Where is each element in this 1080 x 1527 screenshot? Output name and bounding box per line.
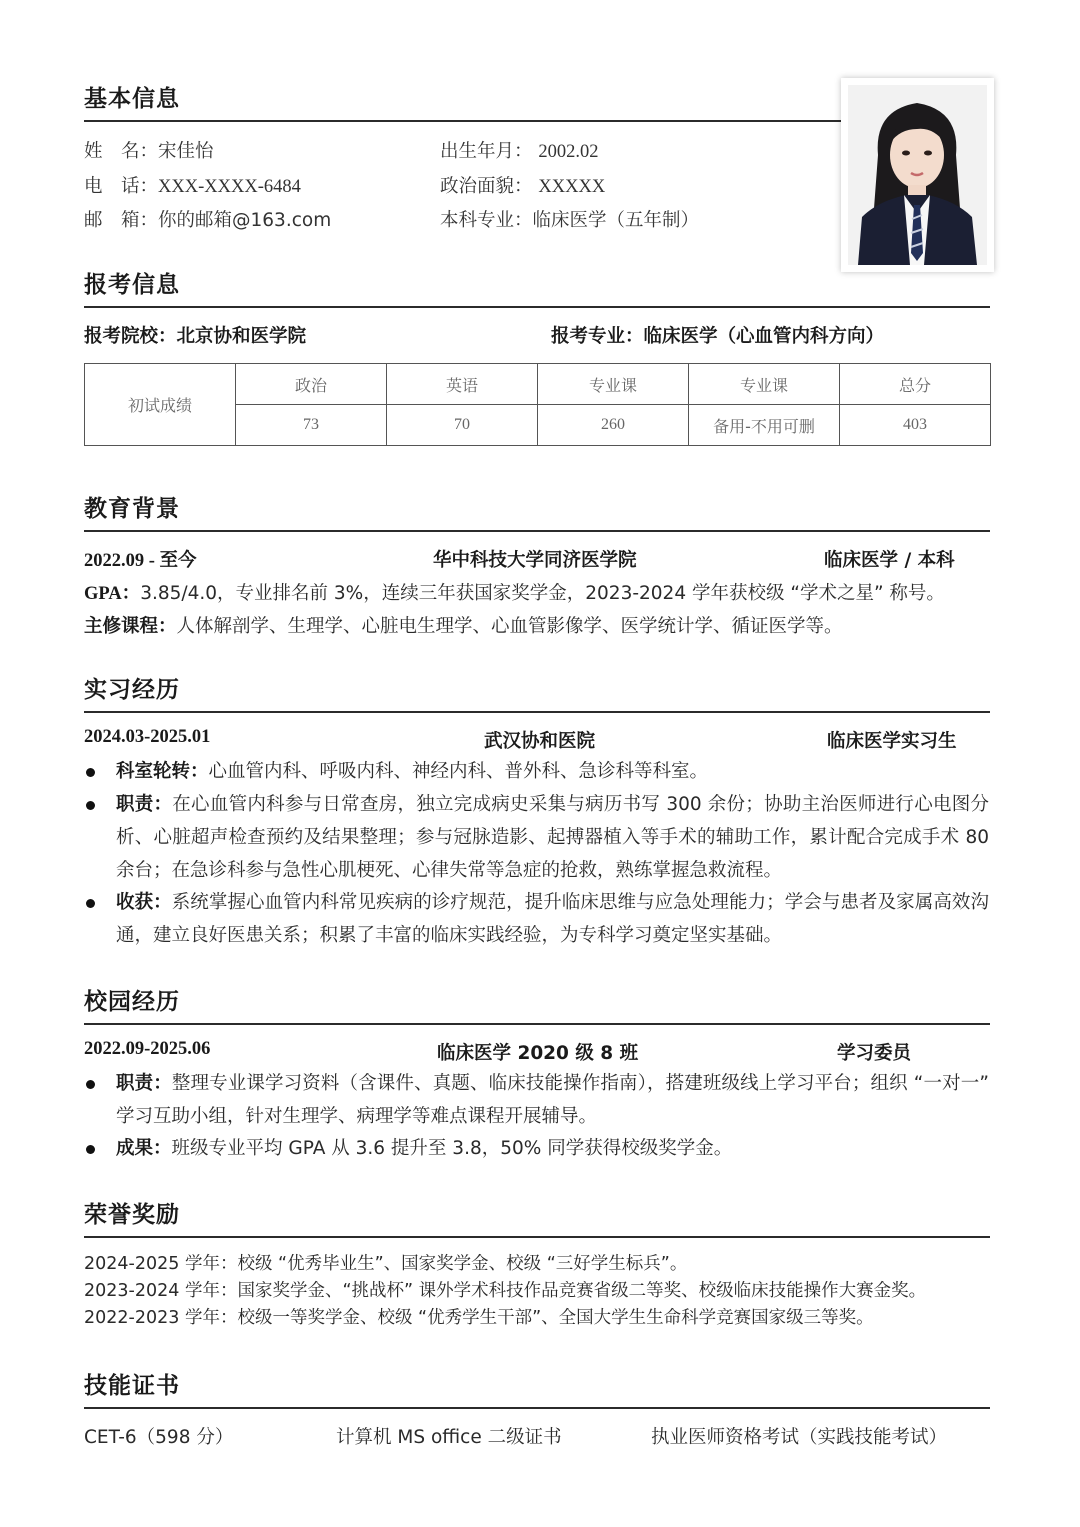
section-title-skills: 技能证书: [84, 1373, 180, 1399]
item-text: 在心血管内科参与日常查房，独立完成病史采集与病历书写 300 余份；协助主治医师进行心电图分析、心脏超声检查预约及结果整理；参与冠脉造影、起搏器植入等手术的辅助工作，累计配合完成手术 80 余台；在急诊科参与急性心肌梗死、心律失常等急症的抢救，熟练掌握急救流程。: [116, 794, 989, 881]
avatar-portrait-icon: [848, 85, 987, 265]
campus-role: 学习委员: [837, 1043, 912, 1064]
internship-org: 武汉协和医院: [484, 731, 596, 752]
major-row: [440, 206, 699, 232]
skill-item: 执业医师资格考试（实践技能考试）: [651, 1427, 948, 1448]
courses-label: 主修课程：: [84, 616, 177, 637]
name-label: 姓 名：: [84, 141, 159, 162]
score-table: [84, 363, 991, 446]
item-text: 心血管内科、呼吸内科、神经内科、普外科、急诊科等科室。: [208, 761, 709, 782]
email-row: [84, 206, 331, 232]
gpa-label: GPA：: [84, 584, 141, 604]
target-school: 报考院校：北京协和医学院: [84, 326, 307, 347]
education-gpa-row: [84, 579, 945, 605]
score-cell: 备用-不用可删: [689, 405, 840, 446]
campus-org: 临床医学 2020 级 8 班: [437, 1043, 639, 1064]
score-row-label: 初试成绩: [85, 364, 236, 446]
honor-item: 2024-2025 学年：校级 “优秀毕业生”、国家奖学金、校级 “三好学生标兵”。: [84, 1254, 688, 1274]
item-text: 系统掌握心血管内科常见疾病的诊疗规范，提升临床思维与应急处理能力；学会与患者及家属高效沟通，建立良好医患关系；积累了丰富的临床实践经验，为专科学习奠定坚实基础。: [116, 892, 989, 946]
item-label: 职责：: [116, 1073, 172, 1094]
politics-value: XXXXX: [538, 177, 606, 197]
skill-item: 计算机 MS office 二级证书: [336, 1427, 562, 1448]
name-row: [84, 137, 214, 163]
score-header: 专业课: [538, 364, 689, 405]
campus-item: [84, 1132, 989, 1165]
email-value: 你的邮箱@163.com: [158, 210, 332, 231]
item-label: 收获：: [116, 892, 172, 913]
education-date: 2022.09 - 至今: [84, 551, 197, 571]
section-divider: [84, 1407, 990, 1409]
politics-row: [440, 172, 605, 198]
skill-item: CET-6（598 分）: [84, 1427, 234, 1448]
score-header: 总分: [840, 364, 991, 405]
bullet-icon: [86, 1145, 95, 1154]
gpa-text: 3.85/4.0，专业排名前 3%，连续三年获国家奖学金，2023-2024 学年获校级 “学术之星” 称号。: [140, 583, 945, 604]
internship-date: 2024.03-2025.01: [84, 727, 211, 747]
item-label: 成果：: [116, 1138, 172, 1159]
education-school: 华中科技大学同济医学院: [433, 550, 637, 571]
major-label: 本科专业：: [440, 210, 533, 231]
score-header: 英语: [387, 364, 538, 405]
section-divider: [84, 1023, 990, 1025]
politics-label: 政治面貌：: [440, 176, 533, 197]
internship-item: [84, 886, 989, 952]
courses-text: 人体解剖学、生理学、心脏电生理学、心血管影像学、医学统计学、循证医学等。: [176, 616, 843, 637]
profile-photo: [841, 78, 994, 272]
section-divider: [84, 306, 990, 308]
phone-value: XXX-XXXX-6484: [158, 177, 301, 197]
section-title-honors: 荣誉奖励: [84, 1202, 180, 1228]
section-title-basic-info: 基本信息: [84, 86, 180, 112]
bullet-icon: [86, 1080, 95, 1089]
section-title-exam-info: 报考信息: [84, 272, 180, 298]
bullet-icon: [86, 768, 95, 777]
bullet-icon: [86, 899, 95, 908]
birth-label: 出生年月：: [440, 141, 533, 162]
honor-item: 2023-2024 学年：国家奖学金、“挑战杯” 课外学术科技作品竞赛省级二等奖、校级临床技能操作大赛金奖。: [84, 1281, 927, 1301]
section-title-internship: 实习经历: [84, 677, 180, 703]
phone-row: [84, 172, 301, 198]
education-degree: 临床医学 / 本科: [824, 550, 955, 571]
section-divider: [84, 711, 990, 713]
item-text: 班级专业平均 GPA 从 3.6 提升至 3.8，50% 同学获得校级奖学金。: [171, 1138, 733, 1159]
major-value: 临床医学（五年制）: [532, 210, 700, 231]
internship-role: 临床医学实习生: [827, 731, 957, 752]
honor-item: 2022-2023 学年：校级一等奖学金、校级 “优秀学生干部”、全国大学生生命科学竞赛国家级三等奖。: [84, 1308, 874, 1328]
item-text: 整理专业课学习资料（含课件、真题、临床技能操作指南），搭建班级线上学习平台；组织 “一对一” 学习互助小组，针对生理学、病理学等难点课程开展辅导。: [116, 1073, 989, 1127]
score-header: 专业课: [689, 364, 840, 405]
item-label: 职责：: [116, 794, 173, 815]
bullet-icon: [86, 801, 95, 810]
score-cell: 70: [387, 405, 538, 446]
section-title-education: 教育背景: [84, 496, 180, 522]
item-label: 科室轮转：: [116, 761, 209, 782]
target-major: 报考专业：临床医学（心血管内科方向）: [551, 326, 885, 347]
email-label: 邮 箱：: [84, 210, 159, 231]
phone-label: 电 话：: [84, 176, 159, 197]
section-divider: [84, 1236, 990, 1238]
birth-value: 2002.02: [538, 142, 599, 162]
section-title-campus: 校园经历: [84, 989, 180, 1015]
birth-row: [440, 137, 599, 163]
campus-date: 2022.09-2025.06: [84, 1039, 211, 1059]
internship-item: [84, 788, 989, 887]
score-cell: 260: [538, 405, 689, 446]
score-cell: 403: [840, 405, 991, 446]
score-cell: 73: [236, 405, 387, 446]
education-courses-row: [84, 612, 843, 638]
score-header: 政治: [236, 364, 387, 405]
campus-item: [84, 1067, 989, 1133]
section-divider: [84, 530, 990, 532]
internship-item: [84, 755, 989, 788]
name-value: 宋佳怡: [158, 141, 214, 162]
section-divider: [84, 120, 841, 122]
